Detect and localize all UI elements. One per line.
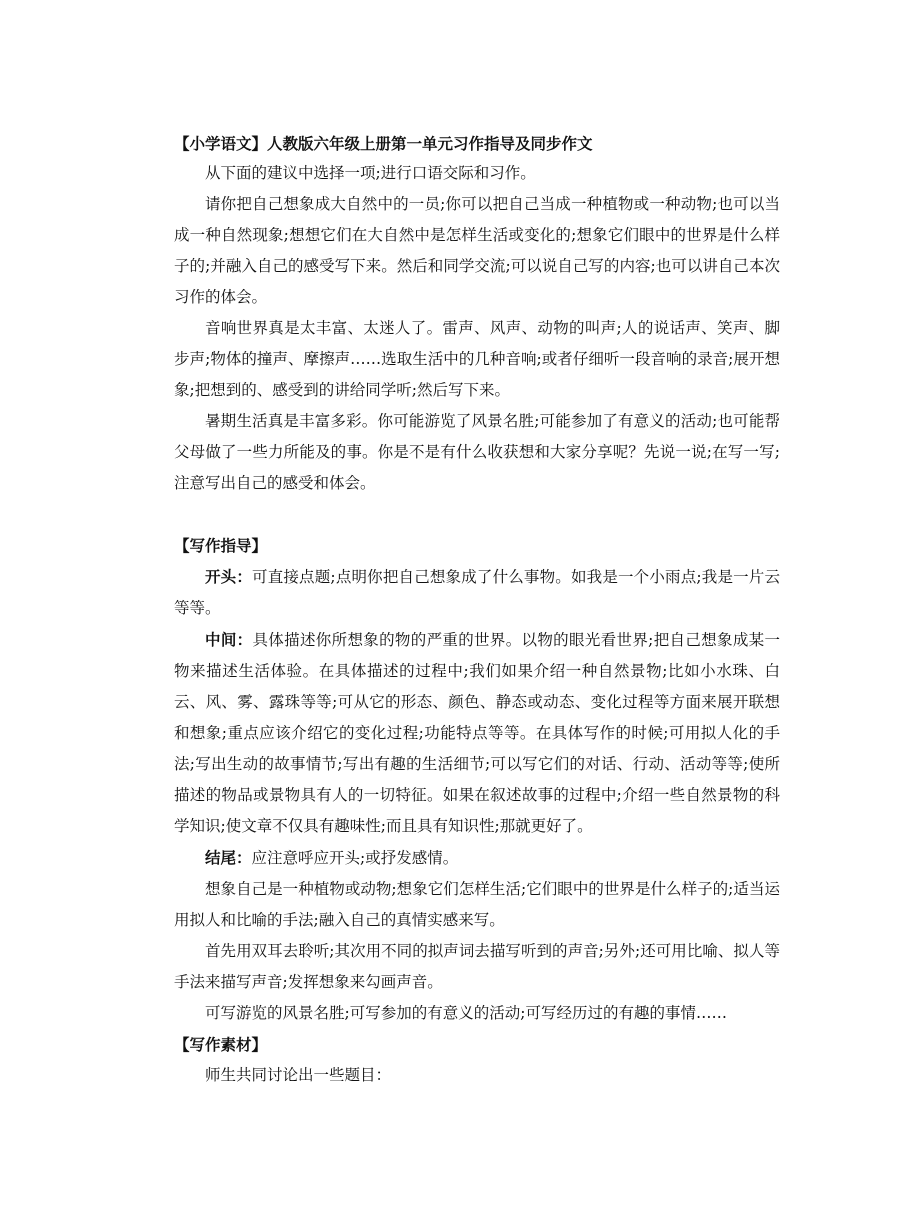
tip-paragraph: 可写游览的风景名胜;可写参加的有意义的活动;可写经历过的有趣的事情…… bbox=[205, 1004, 727, 1022]
ending-label: 结尾： bbox=[205, 848, 252, 867]
guide-heading: 【写作指导】 bbox=[174, 536, 268, 555]
guide-middle bbox=[174, 624, 780, 842]
middle-label: 中间： bbox=[205, 630, 253, 649]
middle-text: 具体描述你所想象的物的严重的世界。以物的眼光看世界;把自己想象成某一物来描述生活体验。在具体描述的过程中;我们如果介绍一种自然景物;比如小水珠、白云、风、雾、露珠等等;可从它的形态、颜色、静态或动态、变化过程等方面来展开联想和想象;重点应该介绍它的变化过程;功能特点等等。在具体写作的时候;可用拟人化的手法;写出生动的故事情节;写出有趣的生活细节;可以写它们的对话、行动、活动等等;使所描述的物品或景物具有人的一切特征。如果在叙述故事的过程中;介绍一些自然景物的科学知识;使文章不仅具有趣味性;而且具有知识性;那就更好了。 bbox=[174, 631, 780, 835]
suggestion-paragraph: 请你把自己想象成大自然中的一员;你可以把自己当成一种植物或一种动物;也可以当成一种自然现象;想想它们在大自然中是怎样生活或变化的;想象它们眼中的世界是什么样子的;并融入自己的感受写下来。然后和同学交流;可以说自己写的内容;也可以讲自己本次习作的体会。 bbox=[174, 195, 780, 306]
opening-label: 开头： bbox=[205, 567, 253, 586]
ending-text: 应注意呼应开头;或抒发感情。 bbox=[251, 849, 459, 867]
tip-paragraph: 首先用双耳去聆听;其次用不同的拟声词去描写听到的声音;另外;还可用比喻、拟人等手法来描写声音;发挥想象来勾画声音。 bbox=[174, 942, 780, 991]
opening-text: 可直接点题;点明你把自己想象成了什么事物。如我是一个小雨点;我是一片云等等。 bbox=[174, 568, 780, 617]
document-body bbox=[174, 134, 780, 1091]
document-title: 【小学语文】人教版六年级上册第一单元习作指导及同步作文 bbox=[174, 134, 593, 153]
tip-paragraph: 想象自己是一种植物或动物;想象它们怎样生活;它们眼中的世界是什么样子的;适当运用拟人和比喻的手法;融入自己的真情实感来写。 bbox=[174, 880, 780, 929]
material-heading: 【写作素材】 bbox=[174, 1035, 268, 1054]
guide-ending bbox=[174, 842, 780, 874]
material-intro: 师生共同讨论出一些题目： bbox=[205, 1066, 392, 1084]
suggestion-paragraph: 暑期生活真是丰富多彩。你可能游览了风景名胜;可能参加了有意义的活动;也可能帮父母做了一些力所能及的事。你是不是有什么收获想和大家分享呢？先说一说;在写一写;注意写出自己的感受和体会。 bbox=[174, 412, 780, 492]
intro-paragraph: 从下面的建议中选择一项;进行口语交际和习作。 bbox=[205, 164, 536, 182]
guide-opening bbox=[174, 561, 780, 624]
suggestion-paragraph: 音响世界真是太丰富、太迷人了。雷声、风声、动物的叫声;人的说话声、笑声、脚步声;物体的撞声、摩擦声……选取生活中的几种音响;或者仔细听一段音响的录音;展开想象;把想到的、感受到的讲给同学听;然后写下来。 bbox=[174, 319, 780, 399]
